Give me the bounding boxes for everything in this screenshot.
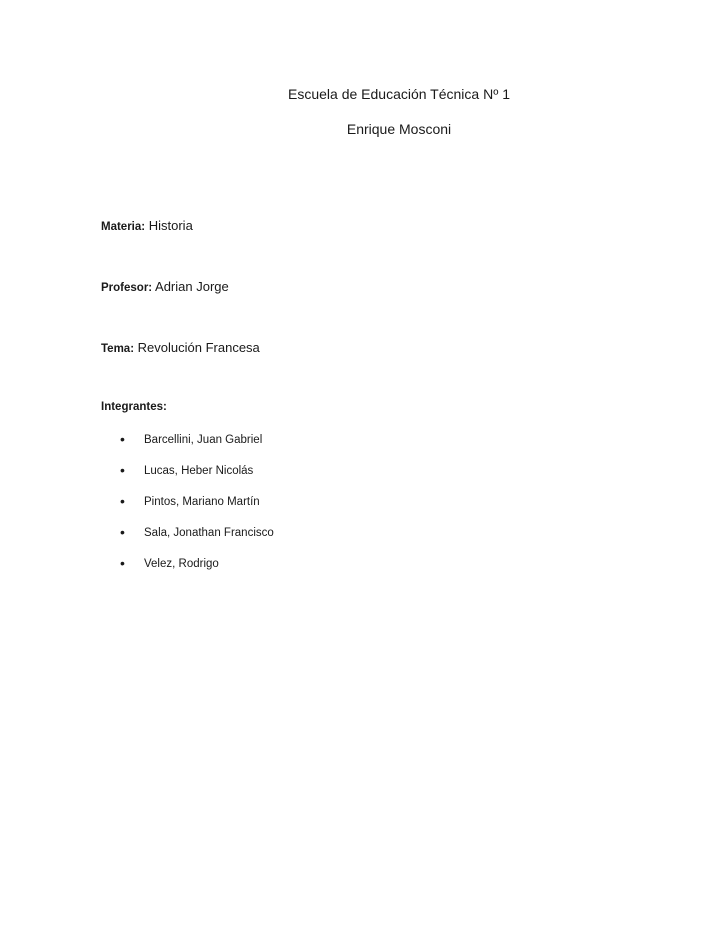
materia-label: Materia: bbox=[101, 221, 146, 233]
field-tema bbox=[101, 340, 260, 355]
school-subtitle-text: Enrique Mosconi bbox=[346, 121, 452, 137]
bullet-icon: • bbox=[120, 524, 125, 540]
member-name: Barcellini, Juan Gabriel bbox=[144, 434, 263, 446]
profesor-label: Profesor: bbox=[101, 282, 153, 294]
school-name bbox=[0, 86, 728, 102]
list-item bbox=[120, 432, 274, 463]
field-materia bbox=[101, 218, 193, 233]
materia-value: Historia bbox=[148, 218, 193, 233]
field-profesor bbox=[101, 279, 229, 294]
member-name: Velez, Rodrigo bbox=[144, 558, 219, 570]
tema-value: Revolución Francesa bbox=[137, 340, 260, 355]
list-item bbox=[120, 525, 274, 556]
bullet-icon: • bbox=[120, 493, 125, 509]
member-name: Lucas, Heber Nicolás bbox=[144, 465, 254, 477]
list-item bbox=[120, 556, 274, 587]
bullet-icon: • bbox=[120, 555, 125, 571]
integrantes-label: Integrantes: bbox=[101, 401, 167, 413]
bullet-icon: • bbox=[120, 462, 125, 478]
list-item bbox=[120, 463, 274, 494]
bullet-icon: • bbox=[120, 431, 125, 447]
member-name: Sala, Jonathan Francisco bbox=[144, 527, 274, 539]
members-list bbox=[120, 432, 274, 587]
member-name: Pintos, Mariano Martín bbox=[144, 496, 260, 508]
profesor-value: Adrian Jorge bbox=[155, 279, 229, 294]
list-item bbox=[120, 494, 274, 525]
tema-label: Tema: bbox=[101, 343, 135, 355]
school-name-text: Escuela de Educación Técnica Nº 1 bbox=[288, 86, 510, 102]
school-subtitle bbox=[0, 121, 728, 137]
